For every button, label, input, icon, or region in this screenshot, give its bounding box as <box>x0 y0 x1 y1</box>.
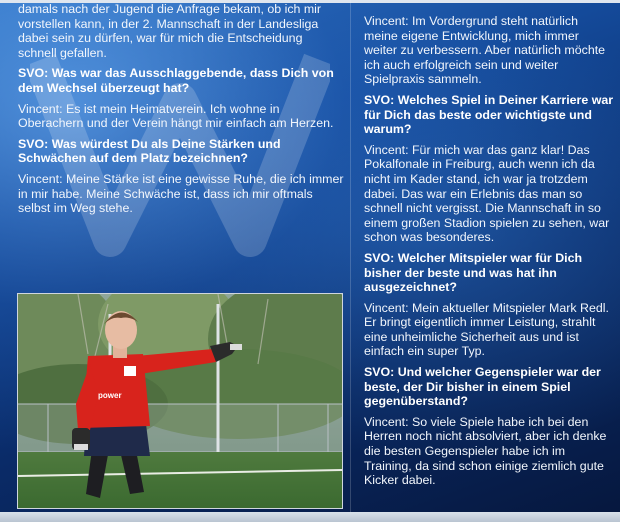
goalkeeper-photo <box>17 293 343 509</box>
interview-question: SVO: Was würdest Du als Deine Stärken und Schwächen auf dem Platz bezeichnen? <box>18 136 281 166</box>
bottom-border <box>0 512 620 522</box>
interview-answer: Vincent: Es ist mein Heimatverein. Ich wohne in Oberachern und der Verein hängt mir einfach am Herzen. <box>18 101 334 131</box>
jersey-sponsor: power <box>98 391 122 400</box>
interview-answer: Vincent: Meine Stärke ist eine gewisse Ruhe, die ich immer in mir habe. Meine Schwäche ist, dass ich mir oftmals selbst im Weg stehe. <box>18 171 344 216</box>
interview-question: SVO: Und welcher Gegenspieler war der beste, der Dir bisher in einem Spiel gegenüberstand? <box>364 365 601 409</box>
interview-question: SVO: Was war das Ausschlaggebende, dass Dich von dem Wechsel überzeugt hat? <box>18 66 334 95</box>
interview-question: SVO: Welcher Mitspieler war für Dich bisher der beste und was hat ihn ausgezeichnet? <box>364 250 583 295</box>
interview-answer: damals nach der Jugend die Anfrage bekam, ob ich mir vorstellen kann, in der 2. Mannschaft in der Landesliga dabei sein zu dürfen, war für mich die Entscheidung schnell gefallen. <box>18 2 322 60</box>
interview-answer: Vincent: Im Vordergrund steht natürlich meine eigene Entwicklung, mich immer weiter zu verbessern. Aber natürlich möchte ich auch erfolgreich sein und weiter Spielpraxis sammeln. <box>364 14 606 87</box>
right-column <box>364 14 614 494</box>
column-divider <box>350 0 351 512</box>
interview-answer: Vincent: So viele Spiele habe ich bei den Herren noch nicht absolviert, aber ich denke die besten Gegenspieler habe ich im Training, da sind schon einige ziemlich gute Kicker dabei. <box>364 414 607 488</box>
interview-question: SVO: Welches Spiel in Deiner Karriere war für Dich das beste oder wichtigste und warum? <box>364 92 614 137</box>
interview-answer: Vincent: Für mich war das ganz klar! Das Pokalfonale in Freiburg, auch wenn ich da nicht im Kader stand, ich war ja trotzdem dabei. Das war ein Erlebnis das man so schnell nicht vergisst. Die Mannschaft in so einem großen Stadion spielen zu sehen, war schon was besonderes. <box>364 142 610 245</box>
goalkeeper-illustration <box>18 294 342 508</box>
left-column <box>18 2 344 222</box>
interview-answer: Vincent: Mein aktueller Mitspieler Mark Redl. Er bringt eigentlich immer Leistung, strahlt eine unheimliche Sicherheit aus und ist einfach ein super Typ. <box>364 300 609 359</box>
fence <box>18 404 342 452</box>
pitch <box>18 452 342 508</box>
